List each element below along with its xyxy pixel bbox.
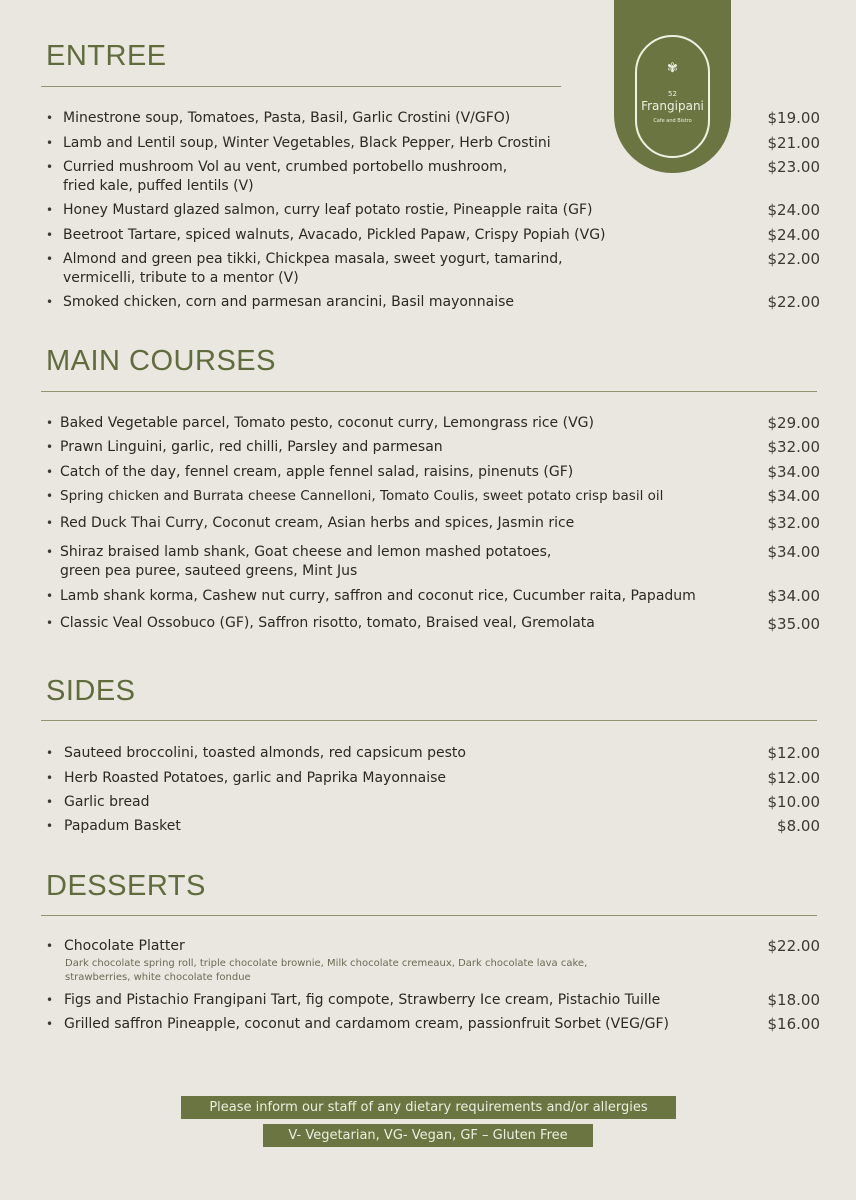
menu-item [46, 201, 593, 220]
logo-subtitle: Cafe and Bistro [653, 118, 692, 124]
item-price: $34.00 [767, 587, 820, 605]
menu-item [46, 250, 563, 288]
section-title-mains: MAIN COURSES [46, 345, 276, 377]
item-description-continued: strawberries, white chocolate fondue [65, 972, 251, 983]
item-price: $34.00 [767, 463, 820, 481]
item-name: Chocolate Platter [64, 938, 185, 954]
item-price: $22.00 [767, 937, 820, 955]
item-name: Garlic bread [64, 794, 150, 810]
item-price: $24.00 [767, 226, 820, 244]
menu-item [46, 226, 606, 245]
item-name: Baked Vegetable parcel, Tomato pesto, coconut curry, Lemongrass rice (VG) [60, 415, 594, 431]
item-name: Beetroot Tartare, spiced walnuts, Avacado, Pickled Papaw, Crispy Popiah (VG) [63, 227, 606, 243]
bullet-icon: • [46, 795, 54, 809]
item-name: Minestrone soup, Tomatoes, Pasta, Basil, Garlic Crostini (V/GFO) [63, 110, 511, 126]
bullet-icon: • [46, 111, 54, 125]
menu-item [46, 793, 150, 812]
section-title-sides: SIDES [46, 675, 136, 707]
item-name: Red Duck Thai Curry, Coconut cream, Asian herbs and spices, Jasmin rice [60, 515, 575, 531]
bullet-icon: • [46, 465, 54, 479]
allergy-notice: Please inform our staff of any dietary requirements and/or allergies [181, 1096, 676, 1119]
bullet-icon: • [46, 819, 54, 833]
logo-number: 52 [668, 90, 677, 98]
item-name: Herb Roasted Potatoes, garlic and Paprika Mayonnaise [64, 770, 447, 786]
section-divider [41, 391, 817, 392]
item-name: Catch of the day, fennel cream, apple fennel salad, raisins, pinenuts (GF) [60, 464, 574, 480]
menu-item [46, 744, 466, 763]
flower-icon: ✾ [667, 61, 678, 76]
item-name: Curried mushroom Vol au vent, crumbed portobello mushroom, [63, 159, 508, 175]
item-price: $34.00 [767, 543, 820, 561]
section-divider [41, 86, 561, 87]
menu-item [46, 293, 514, 312]
item-price: $16.00 [767, 1015, 820, 1033]
item-price: $32.00 [767, 514, 820, 532]
item-price: $8.00 [777, 817, 820, 835]
item-price: $12.00 [767, 769, 820, 787]
section-divider [41, 720, 817, 721]
bullet-icon: • [46, 771, 54, 785]
item-price: $29.00 [767, 414, 820, 432]
menu-item [46, 937, 587, 985]
item-name: Grilled saffron Pineapple, coconut and cardamom cream, passionfruit Sorbet (VEG/GF) [64, 1016, 669, 1032]
bullet-icon: • [46, 589, 54, 603]
item-name: Spring chicken and Burrata cheese Cannelloni, Tomato Coulis, sweet potato crisp basil oil [60, 488, 664, 504]
item-name-continued: vermicelli, tribute to a mentor (V) [63, 270, 299, 286]
bullet-icon: • [46, 136, 54, 150]
menu-item [46, 769, 446, 788]
item-price: $23.00 [767, 158, 820, 176]
bullet-icon: • [46, 993, 54, 1007]
bullet-icon: • [46, 440, 54, 454]
menu-item [46, 514, 574, 533]
bullet-icon: • [46, 295, 54, 309]
item-price: $34.00 [767, 487, 820, 505]
item-price: $35.00 [767, 615, 820, 633]
item-price: $22.00 [767, 250, 820, 268]
item-price: $32.00 [767, 438, 820, 456]
bullet-icon: • [46, 228, 54, 242]
menu-item [46, 414, 594, 433]
bullet-icon: • [46, 160, 54, 174]
item-name: Figs and Pistachio Frangipani Tart, fig compote, Strawberry Ice cream, Pistachio Tuille [64, 992, 661, 1008]
bullet-icon: • [46, 939, 54, 953]
bullet-icon: • [46, 1017, 54, 1031]
item-name-continued: green pea puree, sauteed greens, Mint Jus [60, 563, 358, 579]
logo-name: Frangipani [641, 99, 704, 113]
bullet-icon: • [46, 616, 54, 630]
bullet-icon: • [46, 516, 54, 530]
menu-item [46, 587, 696, 606]
bullet-icon: • [46, 545, 54, 559]
item-name: Lamb shank korma, Cashew nut curry, saffron and coconut rice, Cucumber raita, Papadum [60, 588, 696, 604]
item-price: $19.00 [767, 109, 820, 127]
bullet-icon: • [46, 489, 54, 503]
item-name: Honey Mustard glazed salmon, curry leaf potato rostie, Pineapple raita (GF) [63, 202, 593, 218]
menu-item [46, 487, 663, 506]
item-name: Almond and green pea tikki, Chickpea masala, sweet yogurt, tamarind, [63, 251, 563, 267]
menu-item [46, 543, 551, 581]
section-divider [41, 915, 817, 916]
item-name: Papadum Basket [64, 818, 181, 834]
section-title-entree: ENTREE [46, 40, 167, 72]
item-name-continued: fried kale, puffed lentils (V) [63, 178, 254, 194]
item-price: $12.00 [767, 744, 820, 762]
item-price: $24.00 [767, 201, 820, 219]
item-price: $22.00 [767, 293, 820, 311]
menu-item [46, 134, 551, 153]
item-name: Classic Veal Ossobuco (GF), Saffron risotto, tomato, Braised veal, Gremolata [60, 615, 595, 631]
menu-item [46, 158, 507, 196]
section-title-desserts: DESSERTS [46, 870, 206, 902]
menu-item [46, 1015, 669, 1034]
bullet-icon: • [46, 252, 54, 266]
menu-item [46, 817, 181, 836]
logo-tab [614, 0, 731, 173]
item-name: Lamb and Lentil soup, Winter Vegetables, Black Pepper, Herb Crostini [63, 135, 551, 151]
menu-item [46, 991, 660, 1010]
logo-frame [635, 35, 710, 158]
item-price: $18.00 [767, 991, 820, 1009]
item-name: Smoked chicken, corn and parmesan arancini, Basil mayonnaise [63, 294, 515, 310]
bullet-icon: • [46, 416, 54, 430]
bullet-icon: • [46, 746, 54, 760]
item-price: $10.00 [767, 793, 820, 811]
item-name: Sauteed broccolini, toasted almonds, red capsicum pesto [64, 745, 466, 761]
menu-item [46, 109, 510, 128]
item-name: Shiraz braised lamb shank, Goat cheese and lemon mashed potatoes, [60, 544, 552, 560]
menu-item [46, 438, 443, 457]
item-description: Dark chocolate spring roll, triple chocolate brownie, Milk chocolate cremeaux, Dark chocolate lava cake, [65, 958, 588, 969]
menu-item [46, 614, 595, 633]
dietary-legend: V- Vegetarian, VG- Vegan, GF – Gluten Free [263, 1124, 593, 1147]
item-price: $21.00 [767, 134, 820, 152]
item-name: Prawn Linguini, garlic, red chilli, Parsley and parmesan [60, 439, 443, 455]
bullet-icon: • [46, 203, 54, 217]
menu-item [46, 463, 573, 482]
